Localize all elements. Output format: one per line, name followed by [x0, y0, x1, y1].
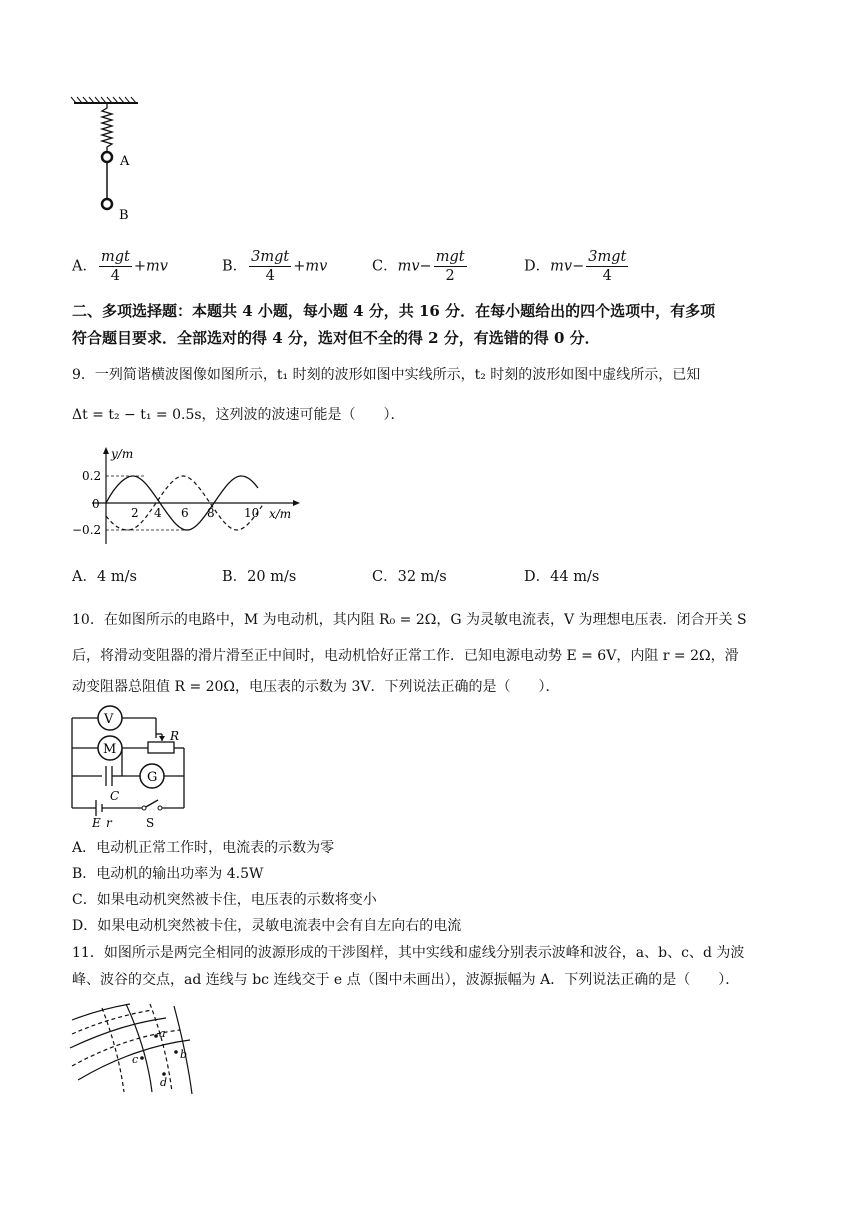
- section-heading-line-1: 二、多项选择题：本题共 4 小题，每小题 4 分，共 16 分．在每小题给出的四个选项中，有多项: [72, 302, 716, 320]
- mass-b-label: B: [119, 208, 129, 223]
- q9-option-a[interactable]: A．4 m/s: [72, 569, 137, 585]
- galvanometer-label: G: [147, 770, 158, 785]
- emf-label: E: [92, 816, 101, 828]
- y-axis-label: y/m: [111, 447, 134, 461]
- q10-option-b[interactable]: B．电动机的输出功率为 4.5W: [72, 866, 264, 882]
- motor-label: M: [103, 742, 117, 757]
- q9-option-b[interactable]: B．20 m/s: [222, 569, 297, 585]
- q10-option-d[interactable]: D．如果电动机突然被卡住，灵敏电流表中会有自左向右的电流: [72, 918, 462, 934]
- q11-stem-line-1: 11．如图所示是两完全相同的波源形成的干涉图样，其中实线和虚线分别表示波峰和波谷，a、b、c、d 为波: [72, 945, 745, 961]
- q9-option-c[interactable]: C．32 m/s: [372, 569, 447, 585]
- point-c-label: c: [132, 1053, 139, 1066]
- x-tick-10: 10: [244, 506, 260, 520]
- voltmeter-label: V: [104, 712, 114, 727]
- q10-stem-line-3: 动变阻器总阻值 R = 20Ω，电压表的示数为 3V．下列说法正确的是（ ）．: [72, 679, 560, 695]
- x-axis-label: x/m: [269, 507, 292, 521]
- point-b-label: b: [180, 1048, 188, 1061]
- section-heading-line-2: 符合题目要求．全部选对的得 4 分，选对但不全的得 2 分，有选错的得 0 分．: [72, 329, 600, 347]
- interference-figure: [68, 1000, 208, 1096]
- y-tick-max: 0.2: [82, 469, 102, 483]
- q8-option-a[interactable]: A． $\frac{\text{mgt}}{4}$ +mv: [72, 249, 168, 284]
- q10-option-c[interactable]: C．如果电动机突然被卡住，电压表的示数将变小: [72, 892, 377, 908]
- y-tick-min: −0.2: [72, 523, 102, 537]
- capacitor-label: C: [110, 789, 120, 803]
- wave-graph: [68, 446, 304, 550]
- point-a-label: a: [159, 1027, 166, 1040]
- q10-stem-line-1: 10．在如图所示的电路中，M 为电动机，其内阻 R₀ = 2Ω，G 为灵敏电流表，V 为理想电压表．闭合开关 S: [72, 612, 747, 628]
- x-tick-6: 6: [181, 506, 189, 520]
- spring-mass-figure: [68, 96, 148, 226]
- q8-option-b[interactable]: B． $\frac{\text{3mgt}}{4}$ +mv: [222, 249, 328, 284]
- q10-option-a[interactable]: A．电动机正常工作时，电流表的示数为零: [72, 840, 335, 856]
- q8-option-c[interactable]: C．mv− $\frac{\text{mgt}}{2}$: [372, 249, 465, 284]
- q9-stem-line-2: Δt = t₂ − t₁ = 0.5s，这列波的波速可能是（ ）．: [72, 407, 405, 423]
- q10-stem-line-2: 后，将滑动变阻器的滑片滑至正中间时，电动机恰好正常工作．已知电源电动势 E = 6V，内阻 r = 2Ω，滑: [72, 648, 739, 664]
- x-tick-4: 4: [154, 506, 162, 520]
- circuit-diagram: [66, 704, 196, 828]
- y-tick-zero: 0: [92, 497, 100, 511]
- q9-stem-line-1: 9．一列简谐横波图像如图所示，t₁ 时刻的波形如图中实线所示，t₂ 时刻的波形如图中虚线所示，已知: [72, 367, 701, 383]
- internal-resistance-label: r: [106, 816, 112, 828]
- q9-option-d[interactable]: D．44 m/s: [524, 569, 600, 585]
- mass-a-label: A: [120, 154, 130, 169]
- x-tick-8: 8: [207, 506, 215, 520]
- q11-stem-line-2: 峰、波谷的交点，ad 连线与 bc 连线交于 e 点（图中未画出），波源振幅为 A．下列说法正确的是（ ）．: [72, 972, 740, 988]
- point-d-label: d: [160, 1076, 168, 1089]
- rheostat-label: R: [170, 729, 180, 743]
- x-tick-2: 2: [131, 506, 139, 520]
- q8-option-d[interactable]: D．mv− $\frac{\text{3mgt}}{4}$: [524, 249, 627, 284]
- switch-label: S: [146, 816, 155, 828]
